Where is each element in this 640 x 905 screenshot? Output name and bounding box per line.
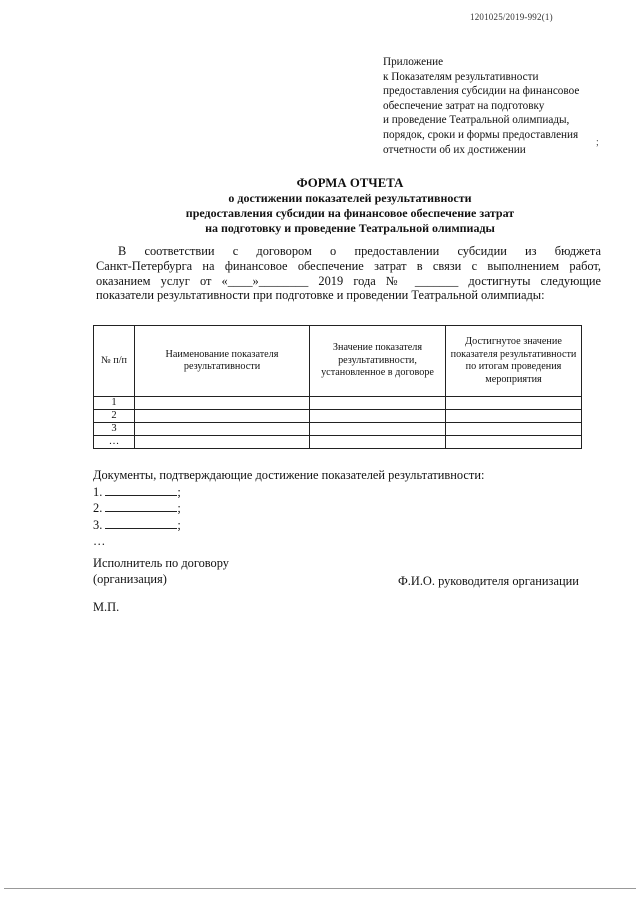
table-row — [94, 423, 582, 436]
table-cell — [135, 423, 310, 436]
table-cell — [310, 397, 446, 410]
document-item-end: ; — [177, 484, 181, 499]
paragraph-line: оказанием услуг от «____»________ 2019 года № _______ достигнуты следующие — [96, 273, 601, 288]
table-cell — [446, 410, 582, 423]
column-header-number: № п/п — [94, 326, 135, 397]
table-row — [94, 436, 582, 449]
document-number: 1201025/2019-992(1) — [470, 12, 553, 22]
table-cell — [446, 423, 582, 436]
document-item-number: 3. — [93, 517, 103, 532]
indicators-table — [93, 325, 582, 449]
documents-section — [93, 467, 484, 550]
paragraph-line: показатели результативности при подготовке и проведении Театральной олимпиады: — [96, 288, 545, 303]
table-cell-number: 3 — [94, 423, 135, 436]
column-header-planned-value: Значение показателя результативности, установленное в договоре — [310, 326, 446, 397]
appendix-mark: ; — [596, 137, 599, 148]
form-title-line: о достижении показателей результативности — [228, 191, 472, 205]
document-blank-line — [105, 484, 177, 496]
appendix-line: к Показателям результативности — [383, 70, 539, 83]
document-item-end: ; — [177, 501, 181, 515]
head-signature-label: Ф.И.О. руководителя организации — [398, 574, 579, 588]
table-header-row — [94, 326, 582, 397]
appendix-line: отчетности об их достижении — [383, 143, 526, 156]
table-cell — [135, 397, 310, 410]
table-cell — [135, 436, 310, 449]
column-header-indicator-name: Наименование показателя результативности — [135, 326, 310, 397]
appendix-block — [383, 55, 579, 157]
document-item-number: 1. — [93, 484, 103, 499]
document-item — [93, 517, 484, 534]
table-row — [94, 397, 582, 410]
form-title-head: ФОРМА ОТЧЕТА — [296, 176, 404, 190]
table-cell — [446, 397, 582, 410]
table-cell — [446, 436, 582, 449]
paragraph-line: Санкт-Петербурга на финансовое обеспечение затрат в связи с выполнением работ, — [96, 258, 601, 273]
appendix-line: предоставления субсидии на финансовое — [383, 85, 580, 98]
table-cell — [310, 410, 446, 423]
document-blank-line — [105, 500, 177, 512]
table-cell — [310, 436, 446, 449]
document-item-end: ; — [177, 517, 181, 532]
executor-line: Исполнитель по договору — [93, 556, 229, 570]
page-bottom-divider — [4, 888, 636, 889]
documents-label: Документы, подтверждающие достижение показателей результативности: — [93, 468, 485, 482]
form-title-line: на подготовку и проведение Театральной олимпиады — [205, 221, 495, 235]
document-blank-line — [105, 517, 177, 529]
table-cell-number: … — [94, 436, 135, 449]
form-title-line: предоставления субсидии на финансовое обеспечение затрат — [185, 206, 515, 220]
paragraph-line: В соответствии с договором о предоставлении субсидии из бюджета — [118, 244, 601, 258]
appendix-line: Приложение — [383, 56, 444, 68]
table-cell-number: 1 — [94, 397, 135, 410]
executor-block — [93, 556, 229, 587]
stamp-label: М.П. — [93, 600, 120, 614]
column-header-achieved-value: Достигнутое значение показателя результативности по итогам проведения мероприятия — [446, 326, 582, 397]
executor-line: (организация) — [93, 571, 167, 586]
document-item-number: 2. — [93, 501, 103, 515]
table-row — [94, 410, 582, 423]
table-cell — [310, 423, 446, 436]
table-cell — [135, 410, 310, 423]
table-cell-number: 2 — [94, 410, 135, 423]
document-item — [93, 500, 484, 517]
document-item — [93, 484, 484, 501]
documents-more: … — [93, 534, 106, 548]
form-title — [100, 176, 600, 236]
appendix-line: порядок, сроки и формы предоставления — [383, 128, 579, 141]
intro-paragraph — [96, 244, 601, 303]
appendix-line: и проведение Театральной олимпиады, — [383, 114, 570, 127]
appendix-line: обеспечение затрат на подготовку — [383, 99, 545, 112]
